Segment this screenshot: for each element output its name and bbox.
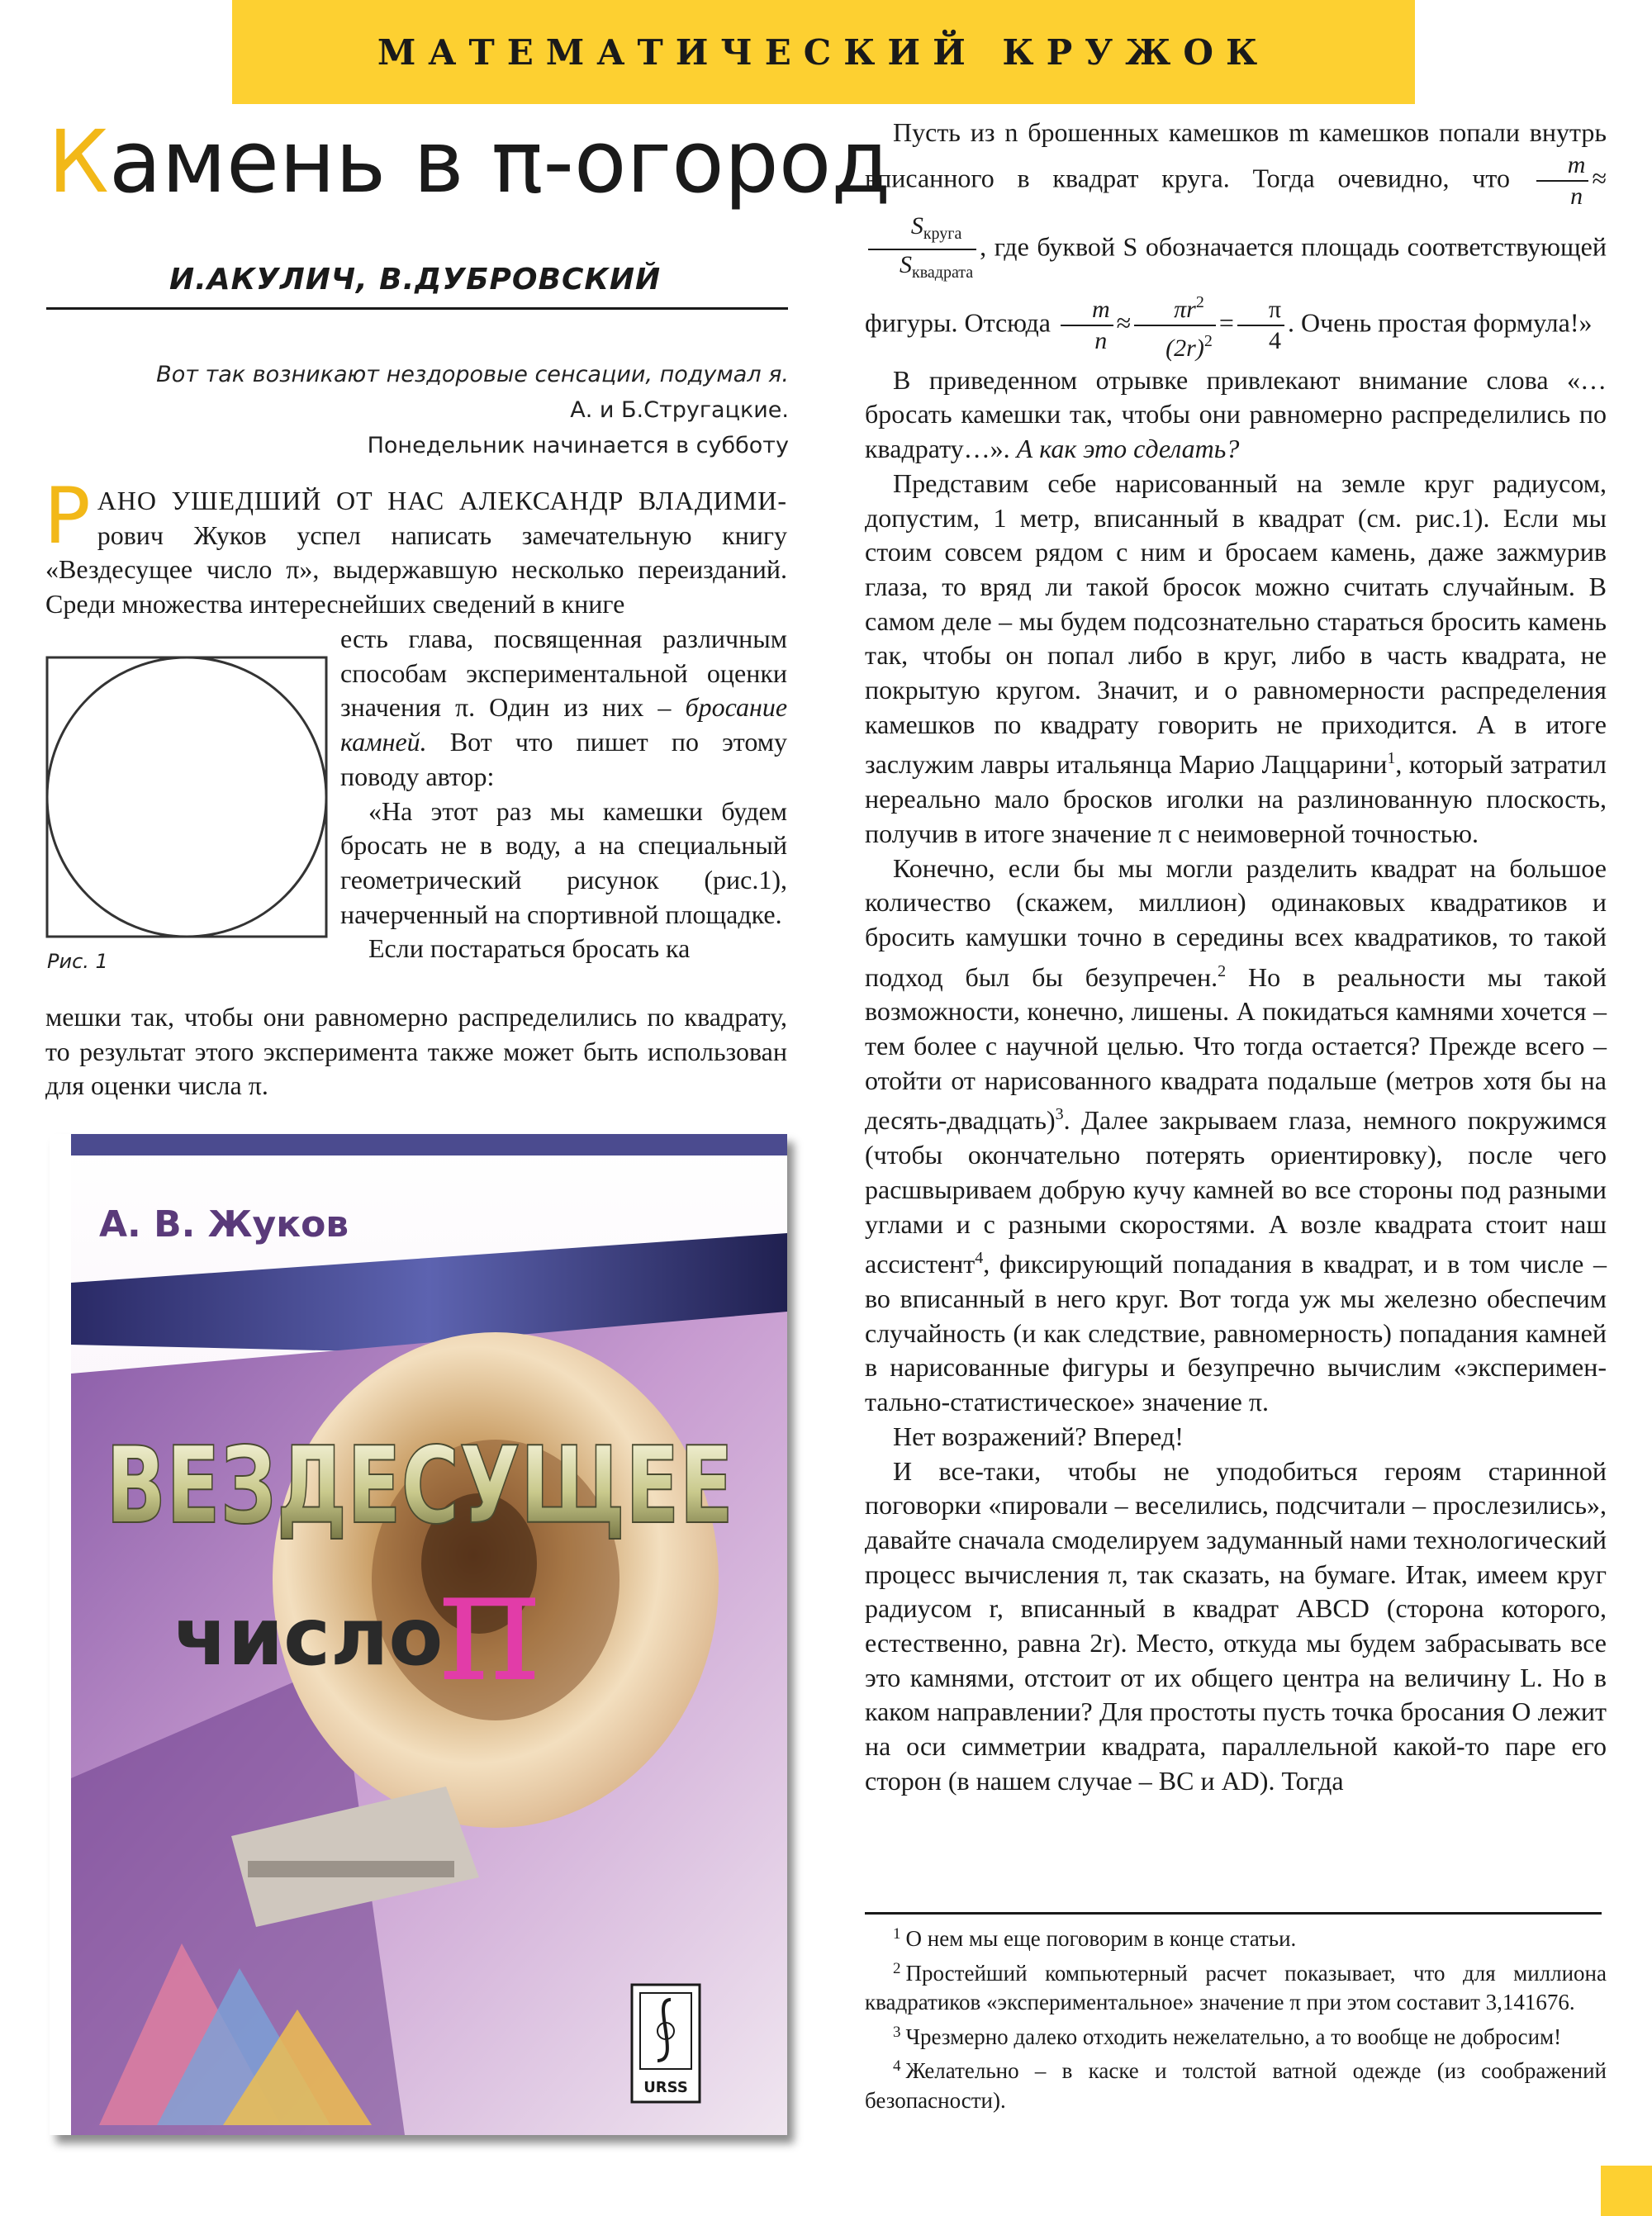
para-2-emphasis: А как это сделать?: [1016, 434, 1240, 464]
footnote-number: 1: [893, 1925, 901, 1943]
frac-den: (2r): [1165, 334, 1204, 362]
epigraph-author: А. и Б.Стругацкие.: [570, 397, 789, 423]
wrap-text-1-end: Вот что пишет по этому поводу автор:: [340, 727, 787, 791]
wrap-emphasis: бросание камней.: [340, 692, 788, 757]
footnote-text: Чрезмерно далеко отходить нежелательно, а то вообще не добросим!: [905, 2024, 1562, 2049]
para-4-d: , фиксирующий попадания в квадрат, и в том числе – во вписанный в него круг. Вот тогда уж мы железно обеспечим случайность (и как следствие, равномерность) попадания камней в нарисованные фигуры и безупречно вычислим «экспериментально-статистическое» значение π.: [865, 1249, 1607, 1417]
footnote-text: О нем мы еще поговорим в конце статьи.: [905, 1926, 1297, 1951]
frac-sub: круга: [923, 224, 962, 243]
epigraph: [50, 357, 789, 463]
after-figure-paragraph: мешки так, чтобы они равномерно распределились по квадрату, то результат этого эксперимента также может быть использован для оценки числа π.: [45, 1002, 787, 1101]
wrap-text-1: есть глава, посвященная различным способам экспериментальной оценки значения π. Один из них –: [340, 624, 787, 723]
frac-sub: квадрата: [912, 263, 974, 282]
wrap-text: [340, 622, 787, 966]
section-title: МАТЕМАТИЧЕСКИЙ КРУЖОК: [377, 31, 1270, 73]
footnote-text: Простейший компьютерный расчет показывает, что для миллиона квадратиков «экспериментальное» значение π при этом составит 3,141676.: [865, 1960, 1607, 2014]
footnote: [865, 2018, 1607, 2052]
footnote: [865, 1919, 1607, 1954]
para-1-start: Пусть из n брошенных камешков m камешков попали внутрь вписанного в квадрат круга. Тогда очевидно, что: [865, 117, 1607, 193]
authors-rule: [46, 307, 788, 310]
para-1-end: . Очень простая формула!»: [1288, 307, 1593, 338]
publisher-name: URSS: [643, 2079, 688, 2096]
para-1-mid: , где буквой S обозначается площадь соответствующей фигуры. Отсюда: [865, 231, 1607, 338]
frac-num: m: [1061, 295, 1113, 326]
footnote-ref: 2: [1218, 961, 1227, 980]
after-figure-text: [45, 1000, 787, 1103]
page-corner-tab: [1601, 2166, 1652, 2216]
frac-pow: 2: [1195, 292, 1204, 311]
footnote-number: 3: [893, 2023, 901, 2041]
para-3: [865, 467, 1607, 852]
figure-circle: [47, 657, 326, 937]
fraction-m-n-2: [1061, 295, 1113, 356]
footnote-number: 4: [893, 2057, 901, 2075]
title-rest: амень в π-огород: [108, 112, 891, 212]
wrap-text-3: Если постараться бросать ка: [368, 933, 691, 964]
book-pi: π: [438, 1534, 541, 1716]
frac-pow: 2: [1203, 331, 1213, 350]
book-author: А. В. Жуков: [99, 1203, 349, 1246]
book-subtitle: число: [173, 1591, 444, 1683]
intro-paragraph: [44, 472, 787, 622]
frac-num: S: [910, 211, 923, 240]
fraction-areas: [868, 211, 976, 287]
para-4-text: Конечно, если бы мы могли разделить квадрат на большое количество (скажем, миллион) одинаковых квадратиков и бросить камушки точно в середины всех квадратиков, то такой подход был бы безупречен.: [865, 852, 1607, 992]
title-first-letter: К: [48, 112, 109, 212]
figure-caption: Рис. 1: [47, 950, 108, 973]
fraction-pi-4: [1237, 295, 1284, 356]
footnote: [865, 2052, 1607, 2115]
footnote-number: 2: [893, 1959, 901, 1977]
para-4-b: Но в реальности мы такой возможности, конечно, лишены. А покидаться камнями хочется – тем более с научной целью. Что тогда остается? Прежде всего – отойти от нарисованного квадрата подальше (метров хотя бы на десять-двадцать): [865, 961, 1607, 1136]
para-3-text: Представим себе нарисованный на земле круг радиусом, допустим, 1 метр, вписанный в квадрат (см. рис.1). Если мы стоим совсем рядом с ним и бросаем камень, даже зажмурив глаза, то вряд ли такой бросок можно считать случайным. В самом деле – мы будем подсознательно стараться бросить камень так, чтобы он попал либо в круг, либо в часть квадрата, не покрытую кругом. Значит, и о равномерности распределения камешков по квадрату говорить не приходится. А в итоге заслужим лавры итальянца Марио Лаццарини: [865, 467, 1607, 780]
eq-sign: =: [1218, 307, 1234, 338]
footnote-ref: 4: [975, 1249, 984, 1268]
footnotes: [865, 1919, 1607, 2115]
frac-den: S: [900, 250, 912, 278]
figure-circle-in-square: [45, 656, 328, 938]
para-1: [865, 116, 1607, 363]
frac-num: π: [1237, 295, 1284, 326]
frac-den: 4: [1268, 326, 1281, 354]
fraction-m-n: [1536, 150, 1589, 211]
epigraph-source: Понедельник начинается в субботу: [367, 433, 789, 458]
frac-num: m: [1536, 150, 1589, 182]
footnote: [865, 1954, 1607, 2018]
epigraph-quote: Вот так возникают нездоровые сенсации, подумал я.: [156, 362, 789, 387]
para-2: [865, 363, 1607, 467]
intro-caps: АНО УШЕДШИЙ ОТ НАС АЛЕКСАНДР ВЛАДИМИ-: [97, 486, 787, 515]
para-4-c: . Далее закрываем глаза, немного покружимся (чтобы окончательно потерять ориентировку), после чего расшвыриваем добрую кучу камней во все стороны под разными углами и с разными скоростями. А возле квадрата стоит наш ассистент: [865, 1105, 1607, 1279]
wrap-quote: «На этот раз мы камешки будем бросать не в воду, а на специальный геометрический рисунок (рис.1), начерченный на спортивной площадке.: [340, 795, 787, 929]
para-2-text: В приведенном отрывке привлекают внимание слова «…бросать камешки так, чтобы они равномерно распределились по квадрату…».: [865, 364, 1607, 464]
fraction-pi-r: [1134, 287, 1216, 363]
drop-cap: Р: [44, 472, 91, 562]
article-title: [48, 112, 891, 212]
footnote-text: Желательно – в каске и толстой ватной одежде (из соображений безопасности).: [865, 2058, 1607, 2113]
frac-den: n: [1094, 326, 1108, 354]
book-title: ВЕЗДЕСУЩЕЕ: [106, 1425, 733, 1548]
approx-sign: ≈: [1592, 163, 1607, 193]
footnote-ref: 3: [1055, 1105, 1064, 1124]
figure-square: [47, 657, 326, 937]
section-banner: [232, 0, 1415, 104]
frac-den: n: [1570, 182, 1583, 210]
authors: И.АКУЛИЧ, В.ДУБРОВСКИЙ: [169, 263, 662, 297]
footnote-rule: [865, 1912, 1602, 1915]
para-3-end: , который затратил нереально мало бросков иголки на разлинованную плоскость, получив в итоге значение π с неимоверной точностью.: [865, 749, 1607, 848]
intro-text: рович Жуков успел написать замечательную книгу «Вездесущее число π», выдержавшую несколько переизданий. Среди множества интереснейших сведений в книге: [45, 520, 787, 619]
para-4: [865, 852, 1607, 1420]
para-6: И все-таки, чтобы не уподобиться героям старинной поговорки «пировали – веселились, подсчитали – прослезились», давайте сначала смоделируем задуманный нами технологический процесс вычисления π, так сказать, на бумаге. Итак, имеем круг радиусом r, вписанный в квадрат ABCD (сторона которого, естественно, равна 2r). Место, откуда мы будем забрасывать все это камнями, отстоит от их общего центра на величину L. Но в каком направлении? Для простоты пусть точка бросания O лежит на оси симметрии квадрата, параллельной какой-то паре его сторон (в нашем случае – BC и AD). Тогда: [865, 1455, 1607, 1796]
book-cover: [50, 1134, 787, 2135]
footnote-ref: 1: [1387, 749, 1396, 768]
para-5: Нет возражений? Вперед!: [893, 1421, 1184, 1451]
approx-sign: ≈: [1116, 307, 1132, 338]
frac-num: πr: [1174, 295, 1196, 323]
right-column: [865, 116, 1607, 1799]
